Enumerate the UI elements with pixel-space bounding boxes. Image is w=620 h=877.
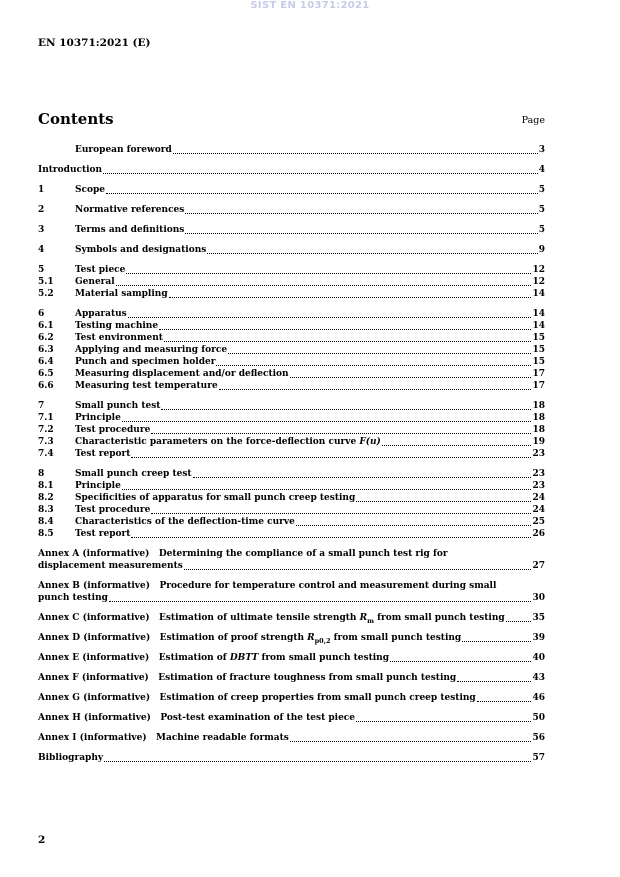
toc-entry[interactable] [38, 528, 545, 540]
toc-page: 30 [532, 593, 545, 603]
toc-entry[interactable] [38, 308, 545, 320]
annex-title-part: Post-test examination of the test piece [160, 713, 356, 723]
toc-page: 23 [532, 449, 545, 459]
toc-page: 46 [532, 693, 545, 703]
toc-page: 18 [532, 413, 545, 423]
toc-title: Measuring displacement and/or deflection [75, 369, 289, 379]
toc-number: 8.4 [38, 517, 54, 527]
annex-title-line1: Determining the compliance of a small punch test rig for [158, 549, 448, 559]
toc-number: 8.3 [38, 505, 54, 515]
toc-page: 5 [538, 205, 545, 215]
toc-page: 23 [532, 481, 545, 491]
leader-dots [116, 285, 532, 286]
leader-dots [185, 233, 537, 234]
toc-entry[interactable] [38, 144, 545, 156]
annex-title-part: Estimation of fracture toughness from small punch testing [158, 673, 457, 683]
leader-dots [122, 421, 532, 422]
toc-entry[interactable] [38, 368, 545, 380]
toc-entry[interactable] [38, 204, 545, 216]
toc-title: European foreword [75, 145, 172, 155]
toc-number: 3 [38, 225, 45, 235]
toc-entry[interactable] [38, 516, 545, 528]
toc-number: 7 [38, 401, 45, 411]
toc-number: 6 [38, 309, 45, 319]
toc-number: 7.4 [38, 449, 54, 459]
toc-entry[interactable] [38, 276, 545, 288]
annex-prefix: Annex F (informative) [38, 673, 149, 683]
toc-page: 12 [532, 277, 545, 287]
annex-prefix: Annex D (informative) [38, 633, 151, 643]
toc-title: Normative references [75, 205, 185, 215]
leader-dots [164, 341, 532, 342]
toc-number: 5 [38, 265, 45, 275]
annex-var-sub: p0,2 [314, 636, 331, 645]
toc-page: 14 [532, 289, 545, 299]
toc-entry[interactable] [38, 356, 545, 368]
toc-annex-e[interactable] [38, 652, 545, 664]
leader-dots [216, 365, 531, 366]
toc-title: Test report [75, 449, 131, 459]
annex-var: DBTT [229, 653, 259, 663]
toc-entry[interactable] [38, 184, 545, 196]
leader-dots [290, 741, 532, 742]
toc-title: Introduction [38, 165, 103, 175]
toc-entry[interactable] [38, 264, 545, 276]
toc-number: 8.2 [38, 493, 54, 503]
toc-page: 9 [538, 245, 545, 255]
leader-dots [103, 173, 538, 174]
leader-dots [106, 193, 538, 194]
toc-annex-g[interactable] [38, 692, 545, 704]
toc-entry[interactable] [38, 504, 545, 516]
leader-dots [161, 409, 531, 410]
annex-var-sub: m [367, 616, 374, 625]
toc-title: Apparatus [75, 309, 127, 319]
leader-dots [462, 641, 531, 642]
toc-number: 6.4 [38, 357, 54, 367]
toc-page: 43 [532, 673, 545, 683]
toc-entry[interactable] [38, 448, 545, 460]
toc-page: 5 [538, 225, 545, 235]
toc-number: 6.3 [38, 345, 54, 355]
annex-title-part: Machine readable formats [156, 733, 289, 743]
toc-page: 56 [532, 733, 545, 743]
toc-page: 15 [532, 345, 545, 355]
toc-annex-i[interactable] [38, 732, 545, 744]
toc-annex-h[interactable] [38, 712, 545, 724]
toc-title: Principle [75, 481, 121, 491]
toc-title: Test procedure [75, 505, 151, 515]
leader-dots [151, 513, 531, 514]
toc-entry[interactable] [38, 492, 545, 504]
toc-title [75, 436, 381, 448]
toc-title: Characteristics of the deflection-time curve [75, 517, 295, 527]
leader-dots [390, 661, 531, 662]
toc-page: 39 [532, 633, 545, 643]
page-number: 2 [38, 834, 46, 846]
toc-title: Terms and definitions [75, 225, 185, 235]
toc-page: 19 [532, 437, 545, 447]
toc-entry[interactable] [38, 412, 545, 424]
toc-annex-d[interactable] [38, 632, 545, 644]
leader-dots [131, 457, 531, 458]
annex-title [38, 612, 505, 627]
leader-dots [185, 213, 537, 214]
toc-title: Bibliography [38, 753, 104, 763]
toc-page: 50 [532, 713, 545, 723]
leader-dots [296, 525, 532, 526]
toc-title: Specificities of apparatus for small punch creep testing [75, 493, 356, 503]
annex-title-line1: Procedure for temperature control and measurement during small [159, 581, 497, 591]
leader-dots [122, 489, 532, 490]
toc-title: Test report [75, 529, 131, 539]
leader-dots [477, 701, 532, 702]
leader-dots [382, 445, 532, 446]
annex-prefix: Annex G (informative) [38, 693, 151, 703]
toc-number: 7.2 [38, 425, 54, 435]
toc-title: Test environment [75, 333, 163, 343]
toc-number: 6.2 [38, 333, 54, 343]
leader-dots [184, 569, 532, 570]
watermark: SIST EN 10371:2021 [250, 0, 370, 11]
toc-entry[interactable] [38, 344, 545, 356]
toc-entry[interactable] [38, 468, 545, 480]
toc-title-text: Characteristic parameters on the force-deflection curve [75, 437, 357, 447]
toc-title: Testing machine [75, 321, 159, 331]
toc-number: 8.1 [38, 481, 54, 491]
toc-entry[interactable] [38, 436, 545, 448]
annex-title [38, 732, 289, 744]
toc-number: 7.1 [38, 413, 54, 423]
toc-page: 15 [532, 333, 545, 343]
toc-page: 26 [532, 529, 545, 539]
toc-title: Test piece [75, 265, 126, 275]
annex-title-line2: punch testing [38, 593, 108, 603]
page-title: Contents [38, 110, 114, 128]
toc-page: 14 [532, 321, 545, 331]
toc-entry[interactable] [38, 164, 545, 176]
toc-entry[interactable] [38, 288, 545, 300]
leader-dots [193, 477, 532, 478]
annex-title-line2: displacement measurements [38, 561, 183, 571]
toc-title: Scope [75, 185, 106, 195]
toc-entry[interactable] [38, 480, 545, 492]
toc-number: 6.1 [38, 321, 54, 331]
annex-var: R [307, 633, 315, 643]
toc-page: 27 [532, 561, 545, 571]
toc-entry[interactable] [38, 320, 545, 332]
toc-page: 24 [532, 493, 545, 503]
leader-dots [356, 501, 531, 502]
toc-page: 15 [532, 357, 545, 367]
toc-entry[interactable] [38, 424, 545, 436]
leader-dots [131, 537, 531, 538]
annex-prefix: Annex A (informative) [38, 549, 150, 559]
toc-entry[interactable] [38, 400, 545, 412]
annex-title [38, 692, 476, 704]
leader-dots [169, 297, 532, 298]
toc-title: Symbols and designations [75, 245, 207, 255]
annex-title-part: Estimation of [158, 653, 230, 663]
toc-page: 57 [532, 753, 545, 763]
leader-dots [219, 389, 532, 390]
leader-dots [173, 153, 538, 154]
leader-dots [228, 353, 531, 354]
leader-dots [506, 621, 532, 622]
annex-title-part: Estimation of proof strength [159, 633, 308, 643]
annex-title [38, 712, 355, 724]
toc-entry[interactable] [38, 380, 545, 392]
toc-title: Applying and measuring force [75, 345, 228, 355]
annex-title-part: from small punch testing [373, 613, 505, 623]
leader-dots [151, 433, 531, 434]
toc-title-variable: F(u) [359, 437, 381, 447]
toc-entry[interactable] [38, 332, 545, 344]
toc-page: 5 [538, 185, 545, 195]
annex-prefix: Annex C (informative) [38, 613, 150, 623]
toc-page: 24 [532, 505, 545, 515]
annex-title [38, 652, 389, 664]
annex-prefix: Annex I (informative) [38, 733, 147, 743]
toc-number: 4 [38, 245, 45, 255]
toc-annex-a[interactable] [38, 548, 545, 572]
toc-page: 23 [532, 469, 545, 479]
toc-entry[interactable] [38, 244, 545, 256]
toc-page: 35 [532, 613, 545, 623]
table-of-contents [38, 144, 545, 764]
toc-number: 8.5 [38, 529, 54, 539]
leader-dots [109, 601, 532, 602]
toc-page: 17 [532, 381, 545, 391]
toc-entry[interactable] [38, 224, 545, 236]
toc-bibliography[interactable] [38, 752, 545, 764]
leader-dots [207, 253, 537, 254]
toc-title: Measuring test temperature [75, 381, 218, 391]
toc-page: 3 [538, 145, 545, 155]
toc-annex-f[interactable] [38, 672, 545, 684]
leader-dots [356, 721, 531, 722]
toc-title: Small punch test [75, 401, 161, 411]
leader-dots [104, 761, 531, 762]
toc-number: 6.5 [38, 369, 54, 379]
annex-title-part: Estimation of creep properties from small punch creep testing [159, 693, 476, 703]
toc-title: Material sampling [75, 289, 168, 299]
annex-title-part: from small punch testing [258, 653, 390, 663]
toc-page: 40 [532, 653, 545, 663]
toc-number: 2 [38, 205, 45, 215]
toc-page: 4 [538, 165, 545, 175]
toc-number: 8 [38, 469, 45, 479]
toc-title: Small punch creep test [75, 469, 192, 479]
annex-prefix: Annex E (informative) [38, 653, 150, 663]
toc-number: 1 [38, 185, 45, 195]
toc-number: 7.3 [38, 437, 54, 447]
leader-dots [159, 329, 531, 330]
annex-title [38, 672, 456, 684]
page-column-label: Page [521, 115, 545, 126]
toc-number: 5.2 [38, 289, 54, 299]
toc-title: General [75, 277, 115, 287]
document-id: EN 10371:2021 (E) [38, 37, 151, 49]
toc-annex-b[interactable] [38, 580, 545, 604]
annex-title-part: Estimation of ultimate tensile strength [158, 613, 360, 623]
toc-page: 18 [532, 425, 545, 435]
toc-page: 18 [532, 401, 545, 411]
toc-annex-c[interactable] [38, 612, 545, 624]
leader-dots [126, 273, 531, 274]
leader-dots [290, 377, 532, 378]
annex-prefix: Annex B (informative) [38, 581, 151, 591]
annex-prefix: Annex H (informative) [38, 713, 151, 723]
leader-dots [457, 681, 531, 682]
toc-page: 17 [532, 369, 545, 379]
annex-title-part: from small punch testing [330, 633, 462, 643]
toc-title: Punch and specimen holder [75, 357, 216, 367]
annex-var: R [359, 613, 368, 623]
toc-number: 6.6 [38, 381, 54, 391]
toc-page: 25 [532, 517, 545, 527]
toc-number: 5.1 [38, 277, 54, 287]
toc-title: Test procedure [75, 425, 151, 435]
toc-title: Principle [75, 413, 121, 423]
toc-page: 12 [532, 265, 545, 275]
toc-page: 14 [532, 309, 545, 319]
annex-title [38, 632, 461, 647]
leader-dots [128, 317, 532, 318]
